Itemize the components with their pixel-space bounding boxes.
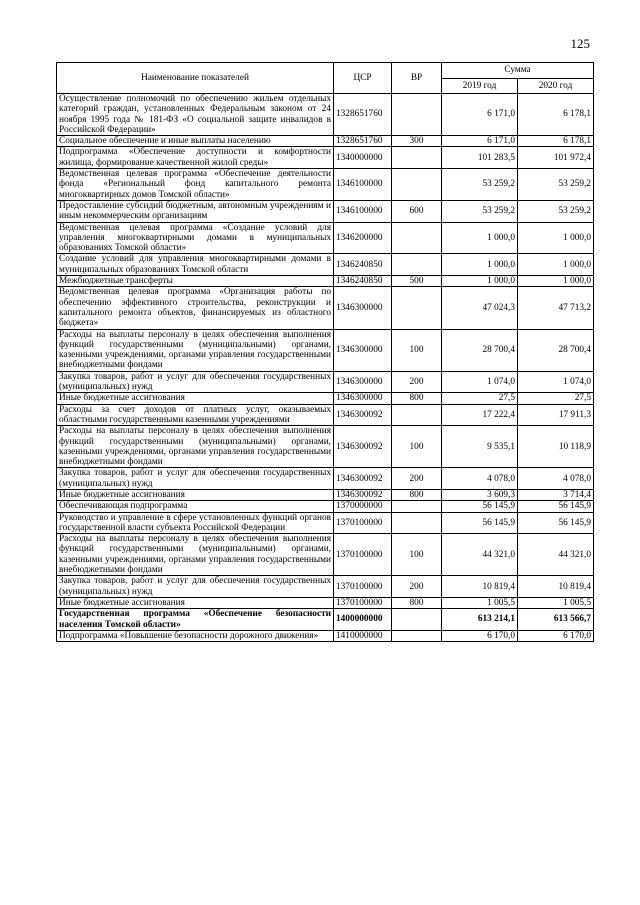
row-vr-cell xyxy=(392,94,442,136)
row-sum-2020-cell: 4 078,0 xyxy=(518,468,594,490)
row-csr-cell: 1346300000 xyxy=(334,329,392,371)
table-row xyxy=(57,534,594,576)
row-name-cell: Ведомственная целевая программа «Обеспечение деятельности фонда «Региональный фонд капитального ремонта многоквартирных домов Томской области» xyxy=(57,169,334,201)
row-sum-2019-cell: 44 321,0 xyxy=(442,534,518,576)
row-vr-cell: 200 xyxy=(392,576,442,598)
header-name: Наименование показателей xyxy=(57,63,334,94)
row-sum-2020-cell: 3 714,4 xyxy=(518,489,594,500)
row-csr-cell: 1340000000 xyxy=(334,147,392,169)
row-csr-cell: 1346300092 xyxy=(334,404,392,426)
row-vr-cell: 200 xyxy=(392,468,442,490)
row-sum-2020-cell: 1 074,0 xyxy=(518,371,594,393)
table-row xyxy=(57,94,594,136)
row-vr-cell xyxy=(392,147,442,169)
row-csr-cell: 1346100000 xyxy=(334,200,392,222)
table-row xyxy=(57,404,594,426)
row-vr-cell: 100 xyxy=(392,534,442,576)
table-row xyxy=(57,136,594,147)
row-csr-cell: 1400000000 xyxy=(334,609,392,631)
row-sum-2020-cell: 56 145,9 xyxy=(518,501,594,512)
row-sum-2020-cell: 101 972,4 xyxy=(518,147,594,169)
table-body xyxy=(57,94,594,642)
row-sum-2019-cell: 17 222,4 xyxy=(442,404,518,426)
row-csr-cell: 1370000000 xyxy=(334,501,392,512)
row-vr-cell: 200 xyxy=(392,371,442,393)
header-sum: Сумма xyxy=(442,63,594,79)
row-sum-2019-cell: 101 283,5 xyxy=(442,147,518,169)
table-row xyxy=(57,200,594,222)
row-sum-2020-cell: 27,5 xyxy=(518,393,594,404)
row-vr-cell xyxy=(392,169,442,201)
row-sum-2019-cell: 47 024,3 xyxy=(442,287,518,329)
row-sum-2020-cell: 6 170,0 xyxy=(518,630,594,641)
row-sum-2019-cell: 1 005,5 xyxy=(442,597,518,608)
row-sum-2019-cell: 613 214,1 xyxy=(442,609,518,631)
row-name-cell: Расходы на выплаты персоналу в целях обеспечения выполнения функций государственными (муниципальными) органами, казенными учреждениями, органами управления государственными внебюджетными фондами xyxy=(57,426,334,468)
row-sum-2020-cell: 6 178,1 xyxy=(518,136,594,147)
row-name-cell: Создание условий для управления многоквартирными домами в муниципальных образованиях Томской области xyxy=(57,254,334,276)
row-vr-cell: 800 xyxy=(392,489,442,500)
row-sum-2019-cell: 1 000,0 xyxy=(442,254,518,276)
row-sum-2019-cell: 6 170,0 xyxy=(442,630,518,641)
row-csr-cell: 1370100000 xyxy=(334,597,392,608)
row-sum-2020-cell: 10 819,4 xyxy=(518,576,594,598)
header-csr: ЦСР xyxy=(334,63,392,94)
table-row xyxy=(57,147,594,169)
row-sum-2019-cell: 10 819,4 xyxy=(442,576,518,598)
row-name-cell: Иные бюджетные ассигнования xyxy=(57,489,334,500)
table-row xyxy=(57,222,594,254)
row-name-cell: Ведомственная целевая программа «Организация работы по обеспечению эффективного строительства, реконструкции и капитального ремонта объектов, финансируемых из областного бюджета» xyxy=(57,287,334,329)
row-vr-cell xyxy=(392,512,442,534)
row-name-cell: Подпрограмма «Повышение безопасности дорожного движения» xyxy=(57,630,334,641)
table-row xyxy=(57,597,594,608)
row-vr-cell: 100 xyxy=(392,329,442,371)
row-sum-2019-cell: 53 259,2 xyxy=(442,200,518,222)
row-csr-cell: 1346300092 xyxy=(334,468,392,490)
row-name-cell: Иные бюджетные ассигнования xyxy=(57,597,334,608)
header-vr: ВР xyxy=(392,63,442,94)
row-vr-cell: 800 xyxy=(392,597,442,608)
row-sum-2020-cell: 53 259,2 xyxy=(518,200,594,222)
row-csr-cell: 1370100000 xyxy=(334,512,392,534)
row-name-cell: Закупка товаров, работ и услуг для обеспечения государственных (муниципальных) нужд xyxy=(57,468,334,490)
row-vr-cell: 600 xyxy=(392,200,442,222)
table-row xyxy=(57,512,594,534)
table-row xyxy=(57,609,594,631)
row-sum-2020-cell: 56 145,9 xyxy=(518,512,594,534)
table-row xyxy=(57,489,594,500)
row-name-cell: Подпрограмма «Обеспечение доступности и комфортности жилища, формирование качественной жилой среды» xyxy=(57,147,334,169)
row-sum-2019-cell: 3 609,3 xyxy=(442,489,518,500)
table-row xyxy=(57,329,594,371)
row-csr-cell: 1346300092 xyxy=(334,426,392,468)
table-row xyxy=(57,426,594,468)
row-csr-cell: 1346300000 xyxy=(334,287,392,329)
row-name-cell: Закупка товаров, работ и услуг для обеспечения государственных (муниципальных) нужд xyxy=(57,576,334,598)
row-sum-2019-cell: 9 535,1 xyxy=(442,426,518,468)
row-vr-cell xyxy=(392,609,442,631)
row-sum-2019-cell: 56 145,9 xyxy=(442,501,518,512)
row-sum-2019-cell: 4 078,0 xyxy=(442,468,518,490)
table-row xyxy=(57,371,594,393)
row-csr-cell: 1346300000 xyxy=(334,371,392,393)
row-name-cell: Расходы за счет доходов от платных услуг, оказываемых областными государственными казенными учреждениями xyxy=(57,404,334,426)
row-vr-cell: 300 xyxy=(392,136,442,147)
table-row xyxy=(57,254,594,276)
header-year-2019: 2019 год xyxy=(442,78,518,94)
row-sum-2019-cell: 6 171,0 xyxy=(442,136,518,147)
page-number: 125 xyxy=(570,36,590,51)
table-row xyxy=(57,169,594,201)
row-sum-2019-cell: 1 000,0 xyxy=(442,222,518,254)
row-name-cell: Расходы на выплаты персоналу в целях обеспечения выполнения функций государственными (муниципальными) органами, казенными учреждениями, органами управления государственными внебюджетными фондами xyxy=(57,534,334,576)
row-vr-cell: 800 xyxy=(392,393,442,404)
row-name-cell: Ведомственная целевая программа «Создание условий для управления многоквартирными домами в муниципальных образованиях Томской области» xyxy=(57,222,334,254)
row-name-cell: Иные бюджетные ассигнования xyxy=(57,393,334,404)
row-sum-2019-cell: 1 000,0 xyxy=(442,276,518,287)
row-name-cell: Межбюджетные трансферты xyxy=(57,276,334,287)
table-row xyxy=(57,393,594,404)
row-name-cell: Расходы на выплаты персоналу в целях обеспечения выполнения функций государственными (муниципальными) органами, казенными учреждениями, органами управления государственными внебюджетными фондами xyxy=(57,329,334,371)
row-csr-cell: 1346100000 xyxy=(334,169,392,201)
row-vr-cell xyxy=(392,254,442,276)
row-csr-cell: 1346300000 xyxy=(334,393,392,404)
row-sum-2019-cell: 56 145,9 xyxy=(442,512,518,534)
header-year-2020: 2020 год xyxy=(518,78,594,94)
row-vr-cell xyxy=(392,630,442,641)
row-name-cell: Обеспечивающая подпрограмма xyxy=(57,501,334,512)
row-sum-2019-cell: 6 171,0 xyxy=(442,94,518,136)
table-row xyxy=(57,501,594,512)
row-sum-2020-cell: 1 005,5 xyxy=(518,597,594,608)
row-sum-2020-cell: 47 713,2 xyxy=(518,287,594,329)
row-sum-2020-cell: 1 000,0 xyxy=(518,222,594,254)
budget-table xyxy=(56,62,594,642)
row-sum-2020-cell: 28 700,4 xyxy=(518,329,594,371)
row-vr-cell: 100 xyxy=(392,426,442,468)
row-csr-cell: 1346240850 xyxy=(334,276,392,287)
row-name-cell: Государственная программа «Обеспечение безопасности населения Томской области» xyxy=(57,609,334,631)
row-sum-2019-cell: 53 259,2 xyxy=(442,169,518,201)
row-sum-2020-cell: 10 118,9 xyxy=(518,426,594,468)
table-row xyxy=(57,630,594,641)
row-sum-2020-cell: 44 321,0 xyxy=(518,534,594,576)
row-name-cell: Осуществление полномочий по обеспечению жильем отдельных категорий граждан, установленных Федеральным законом от 24 ноября 1995 года № 181-ФЗ «О социальной защите инвалидов в Российской Федерации» xyxy=(57,94,334,136)
row-name-cell: Предоставление субсидий бюджетным, автономным учреждениям и иным некоммерческим организациям xyxy=(57,200,334,222)
row-vr-cell xyxy=(392,287,442,329)
row-name-cell: Руководство и управление в сфере установленных функций органов государственной власти субъекта Российской Федерации xyxy=(57,512,334,534)
row-csr-cell: 1346200000 xyxy=(334,222,392,254)
row-sum-2019-cell: 28 700,4 xyxy=(442,329,518,371)
row-vr-cell xyxy=(392,404,442,426)
table-row xyxy=(57,276,594,287)
row-csr-cell: 1346300092 xyxy=(334,489,392,500)
row-sum-2020-cell: 53 259,2 xyxy=(518,169,594,201)
table-row xyxy=(57,287,594,329)
row-sum-2020-cell: 6 178,1 xyxy=(518,94,594,136)
row-csr-cell: 1370100000 xyxy=(334,534,392,576)
row-sum-2020-cell: 1 000,0 xyxy=(518,254,594,276)
row-sum-2019-cell: 1 074,0 xyxy=(442,371,518,393)
row-vr-cell xyxy=(392,501,442,512)
row-name-cell: Социальное обеспечение и иные выплаты населению xyxy=(57,136,334,147)
row-sum-2020-cell: 1 000,0 xyxy=(518,276,594,287)
row-csr-cell: 1328651760 xyxy=(334,94,392,136)
table-row xyxy=(57,468,594,490)
row-sum-2020-cell: 613 566,7 xyxy=(518,609,594,631)
row-sum-2019-cell: 27,5 xyxy=(442,393,518,404)
table-row xyxy=(57,576,594,598)
row-csr-cell: 1328651760 xyxy=(334,136,392,147)
row-name-cell: Закупка товаров, работ и услуг для обеспечения государственных (муниципальных) нужд xyxy=(57,371,334,393)
row-sum-2020-cell: 17 911,3 xyxy=(518,404,594,426)
row-vr-cell xyxy=(392,222,442,254)
row-vr-cell: 500 xyxy=(392,276,442,287)
row-csr-cell: 1346240850 xyxy=(334,254,392,276)
row-csr-cell: 1370100000 xyxy=(334,576,392,598)
row-csr-cell: 1410000000 xyxy=(334,630,392,641)
